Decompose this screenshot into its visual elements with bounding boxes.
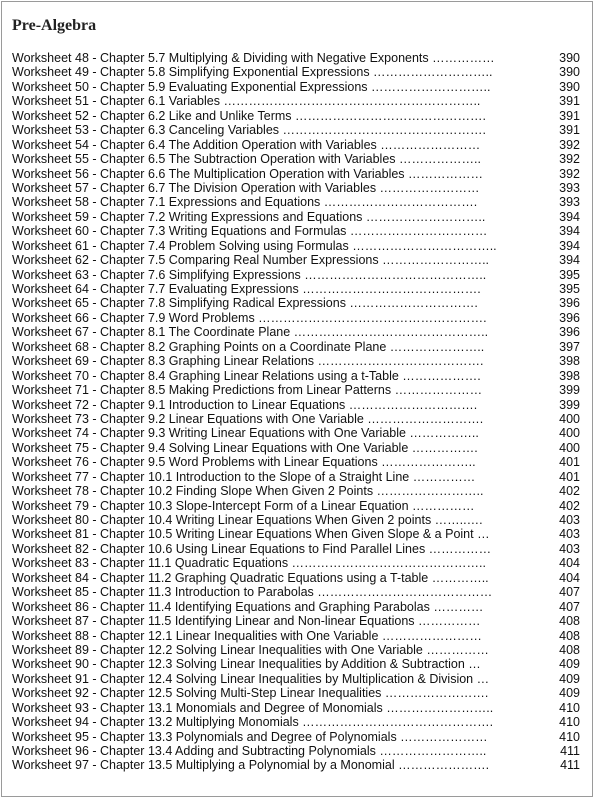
toc-page-number: 395 <box>559 267 580 282</box>
toc-page-number: 398 <box>559 354 580 369</box>
toc-entry-title: Worksheet 85 - Chapter 11.3 Introduction to Parabolas …………………………………… <box>12 585 493 600</box>
toc-page-number: 404 <box>559 556 580 571</box>
toc-entry-title: Worksheet 48 - Chapter 5.7 Multiplying & Dividing with Negative Exponents …………… <box>12 51 495 65</box>
toc-entry-title: Worksheet 55 - Chapter 6.5 The Subtraction Operation with Variables ……………….. <box>12 152 481 167</box>
toc-entry <box>12 167 586 181</box>
toc-entry <box>12 369 586 383</box>
toc-entry-title: Worksheet 83 - Chapter 11.1 Quadratic Equations ……………………………………….. <box>12 556 486 571</box>
toc-page-number: 393 <box>559 195 580 210</box>
toc-entry-title: Worksheet 68 - Chapter 8.2 Graphing Points on a Coordinate Plane ………………….. <box>12 339 485 354</box>
toc-entry-title: Worksheet 57 - Chapter 6.7 The Division Operation with Variables …………………… <box>12 180 480 195</box>
toc-page-number: 408 <box>559 642 580 657</box>
toc-entry-title: Worksheet 75 - Chapter 9.4 Solving Linear Equations with One Variable ……………. <box>12 440 478 455</box>
toc-entry <box>12 138 586 152</box>
toc-page-number: 390 <box>559 51 580 65</box>
toc-entry <box>12 657 586 671</box>
toc-entry <box>12 499 586 513</box>
toc-entry <box>12 643 586 657</box>
toc-page-number: 402 <box>559 484 580 499</box>
toc-page-number: 394 <box>559 238 580 253</box>
toc-entry-title: Worksheet 78 - Chapter 10.2 Finding Slope When Given 2 Points …………………….. <box>12 484 484 499</box>
toc-entry-title: Worksheet 77 - Chapter 10.1 Introduction to the Slope of a Straight Line …………… <box>12 469 476 484</box>
toc-entry <box>12 686 586 700</box>
toc-page-number: 395 <box>559 282 580 296</box>
toc-page-number: 404 <box>559 570 580 585</box>
toc-entry <box>12 210 586 224</box>
toc-entry-title: Worksheet 61 - Chapter 7.4 Problem Solving using Formulas …………………………….. <box>12 238 497 253</box>
toc-entry <box>12 94 586 108</box>
toc-entry <box>12 398 586 412</box>
toc-page-number: 403 <box>559 513 580 527</box>
toc-entry <box>12 412 586 426</box>
toc-entry-title: Worksheet 63 - Chapter 7.6 Simplifying Expressions …………………………………….. <box>12 267 487 282</box>
toc-entry <box>12 123 586 137</box>
toc-entry <box>12 600 586 614</box>
toc-page-number: 400 <box>559 426 580 441</box>
toc-entry <box>12 455 586 469</box>
toc-entry-title: Worksheet 65 - Chapter 7.8 Simplifying Radical Expressions …………………………. <box>12 296 478 311</box>
toc-page-number: 391 <box>559 123 580 138</box>
toc-entry <box>12 253 586 267</box>
toc-entry <box>12 426 586 440</box>
toc-entry-title: Worksheet 69 - Chapter 8.3 Graphing Linear Relations …………………………………. <box>12 354 484 369</box>
toc-entry <box>12 181 586 195</box>
toc-entry-title: Worksheet 81 - Chapter 10.5 Writing Linear Equations When Given Slope & a Point … <box>12 527 490 542</box>
toc-page-number: 393 <box>559 180 580 195</box>
toc-page-number: 410 <box>559 715 580 730</box>
toc-entry-title: Worksheet 93 - Chapter 13.1 Monomials and Degree of Monomials …………………….. <box>12 700 494 715</box>
toc-entry <box>12 571 586 585</box>
toc-entry <box>12 744 586 758</box>
toc-entry <box>12 239 586 253</box>
toc-entry <box>12 65 586 79</box>
toc-entry <box>12 282 586 296</box>
toc-entry-title: Worksheet 73 - Chapter 9.2 Linear Equations with One Variable ………………………. <box>12 411 484 426</box>
toc-entry-title: Worksheet 49 - Chapter 5.8 Simplifying Exponential Expressions ……………………….. <box>12 65 493 80</box>
toc-entry <box>12 441 586 455</box>
toc-page-number: 409 <box>559 671 580 686</box>
toc-page-number: 400 <box>559 440 580 455</box>
toc-entry-title: Worksheet 94 - Chapter 13.2 Multiplying Monomials ………………………………………. <box>12 715 494 730</box>
toc-entry <box>12 354 586 368</box>
toc-entry <box>12 672 586 686</box>
toc-page-number: 400 <box>559 411 580 426</box>
toc-entry <box>12 311 586 325</box>
toc-page-number: 403 <box>559 527 580 542</box>
toc-page-number: 407 <box>559 599 580 614</box>
toc-entry-title: Worksheet 79 - Chapter 10.3 Slope-Intercept Form of a Linear Equation …………… <box>12 498 475 513</box>
toc-entry <box>12 614 586 628</box>
toc-page-number: 397 <box>559 339 580 354</box>
toc-page-number: 408 <box>559 628 580 643</box>
toc-entry-title: Worksheet 87 - Chapter 11.5 Identifying Linear and Non-linear Equations …………… <box>12 614 481 629</box>
toc-page-number: 394 <box>559 224 580 239</box>
toc-entry <box>12 80 586 94</box>
toc-entry-title: Worksheet 74 - Chapter 9.3 Writing Linear Equations with One Variable …………….. <box>12 426 479 441</box>
toc-entry-title: Worksheet 60 - Chapter 7.3 Writing Equations and Formulas …………………………… <box>12 224 488 239</box>
toc-entry-title: Worksheet 88 - Chapter 12.1 Linear Inequalities with One Variable …………………… <box>12 628 482 643</box>
toc-entry-title: Worksheet 76 - Chapter 9.5 Word Problems with Linear Equations ………………….. <box>12 455 476 470</box>
toc-page-number: 392 <box>559 152 580 167</box>
toc-entry-title: Worksheet 53 - Chapter 6.3 Canceling Variables …………………………………………. <box>12 123 486 138</box>
toc-entry <box>12 51 586 65</box>
toc-entry-title: Worksheet 92 - Chapter 12.5 Solving Multi-Step Linear Inequalities ……………………. <box>12 686 489 701</box>
toc-entry <box>12 758 586 772</box>
toc-entry <box>12 268 586 282</box>
toc-entry <box>12 513 586 527</box>
toc-page-number: 403 <box>559 541 580 556</box>
toc-entry-title: Worksheet 64 - Chapter 7.7 Evaluating Expressions ……………………………………. <box>12 282 481 296</box>
toc-entry <box>12 470 586 484</box>
toc-entry-title: Worksheet 66 - Chapter 7.9 Word Problems ………………………………………………. <box>12 310 487 325</box>
page-title: Pre-Algebra <box>12 17 97 34</box>
toc-entry-title: Worksheet 82 - Chapter 10.6 Using Linear Equations to Find Parallel Lines …………… <box>12 541 492 556</box>
toc-entry-title: Worksheet 72 - Chapter 9.1 Introduction to Linear Equations …………………………. <box>12 397 478 412</box>
toc-page-number: 408 <box>559 614 580 629</box>
toc-page-number: 402 <box>559 498 580 513</box>
toc-entry-title: Worksheet 89 - Chapter 12.2 Solving Linear Inequalities with One Variable …………… <box>12 642 489 657</box>
toc-entry <box>12 296 586 310</box>
toc-entry-title: Worksheet 56 - Chapter 6.6 The Multiplication Operation with Variables ……………… <box>12 166 484 181</box>
toc-page-number: 401 <box>559 455 580 470</box>
toc-page-number: 396 <box>559 310 580 325</box>
toc-page-number: 396 <box>559 325 580 340</box>
toc-entry <box>12 340 586 354</box>
toc-entry <box>12 629 586 643</box>
toc-entry <box>12 383 586 397</box>
toc-page-number: 410 <box>559 729 580 744</box>
toc-entry-title: Worksheet 62 - Chapter 7.5 Comparing Real Number Expressions …………………….. <box>12 253 490 268</box>
toc-page-number: 399 <box>559 397 580 412</box>
toc-page-number: 410 <box>559 700 580 715</box>
toc-entry <box>12 224 586 238</box>
toc-page-number: 411 <box>560 744 580 758</box>
toc-page-number: 409 <box>559 686 580 701</box>
toc-entry <box>12 701 586 715</box>
toc-entry <box>12 556 586 570</box>
toc-entry-title: Worksheet 67 - Chapter 8.1 The Coordinate Plane ……………………………………….. <box>12 325 489 340</box>
toc-page-number: 396 <box>559 296 580 311</box>
toc-entry-title: Worksheet 91 - Chapter 12.4 Solving Linear Inequalities by Multiplication & Division … <box>12 671 490 686</box>
toc-page-number: 409 <box>559 657 580 672</box>
toc-entry-title: Worksheet 51 - Chapter 6.1 Variables …………………………………………………….. <box>12 94 481 109</box>
toc-page-number: 407 <box>559 585 580 600</box>
toc-page-number: 392 <box>559 137 580 152</box>
toc-entry-title: Worksheet 59 - Chapter 7.2 Writing Expressions and Equations ……………………….. <box>12 209 486 224</box>
toc-entry <box>12 325 586 339</box>
toc-entry <box>12 109 586 123</box>
toc-page-number: 401 <box>559 469 580 484</box>
toc-entry-title: Worksheet 95 - Chapter 13.3 Polynomials and Degree of Polynomials ………………… <box>12 729 488 744</box>
toc-entry-title: Worksheet 52 - Chapter 6.2 Like and Unlike Terms ………………………………………. <box>12 108 486 123</box>
toc-entry-title: Worksheet 58 - Chapter 7.1 Expressions and Equations ………………………………. <box>12 195 478 210</box>
toc-page-number: 391 <box>559 94 580 109</box>
toc-page-number: 411 <box>560 758 580 773</box>
toc-entry <box>12 715 586 729</box>
toc-entry-title: Worksheet 97 - Chapter 13.5 Multiplying a Polynomial by a Monomial …………………. <box>12 758 490 773</box>
toc-page-number: 392 <box>559 166 580 181</box>
toc-entry-title: Worksheet 70 - Chapter 8.4 Graphing Linear Relations using a t-Table ………………. <box>12 368 481 383</box>
toc-entry <box>12 195 586 209</box>
toc-entry <box>12 484 586 498</box>
toc-entry <box>12 585 586 599</box>
toc-page-number: 394 <box>559 253 580 268</box>
toc-entry <box>12 730 586 744</box>
toc-page-number: 391 <box>559 108 580 123</box>
toc-entry-title: Worksheet 80 - Chapter 10.4 Writing Linear Equations When Given 2 points ……..…. <box>12 513 483 527</box>
toc-entry-title: Worksheet 86 - Chapter 11.4 Identifying Equations and Graphing Parabolas ………… <box>12 599 484 614</box>
toc-entry <box>12 527 586 541</box>
toc-page-number: 390 <box>559 79 580 94</box>
toc-entry-title: Worksheet 90 - Chapter 12.3 Solving Linear Inequalities by Addition & Subtraction … <box>12 657 481 672</box>
toc-entry-title: Worksheet 71 - Chapter 8.5 Making Predictions from Linear Patterns ………………… <box>12 383 483 398</box>
toc-entry-title: Worksheet 84 - Chapter 11.2 Graphing Quadratic Equations using a T-table ………….. <box>12 570 489 585</box>
toc-page-number: 398 <box>559 368 580 383</box>
toc-entry-title: Worksheet 96 - Chapter 13.4 Adding and Subtracting Polynomials …………………….. <box>12 744 487 758</box>
toc-entry-title: Worksheet 50 - Chapter 5.9 Evaluating Exponential Expressions ……………………….. <box>12 79 491 94</box>
toc-page-number: 390 <box>559 65 580 80</box>
toc-entry <box>12 542 586 556</box>
toc-entry-title: Worksheet 54 - Chapter 6.4 The Addition Operation with Variables …………………… <box>12 137 481 152</box>
toc-entry <box>12 152 586 166</box>
toc-page-number: 394 <box>559 209 580 224</box>
table-of-contents <box>12 51 586 773</box>
toc-page-number: 399 <box>559 383 580 398</box>
